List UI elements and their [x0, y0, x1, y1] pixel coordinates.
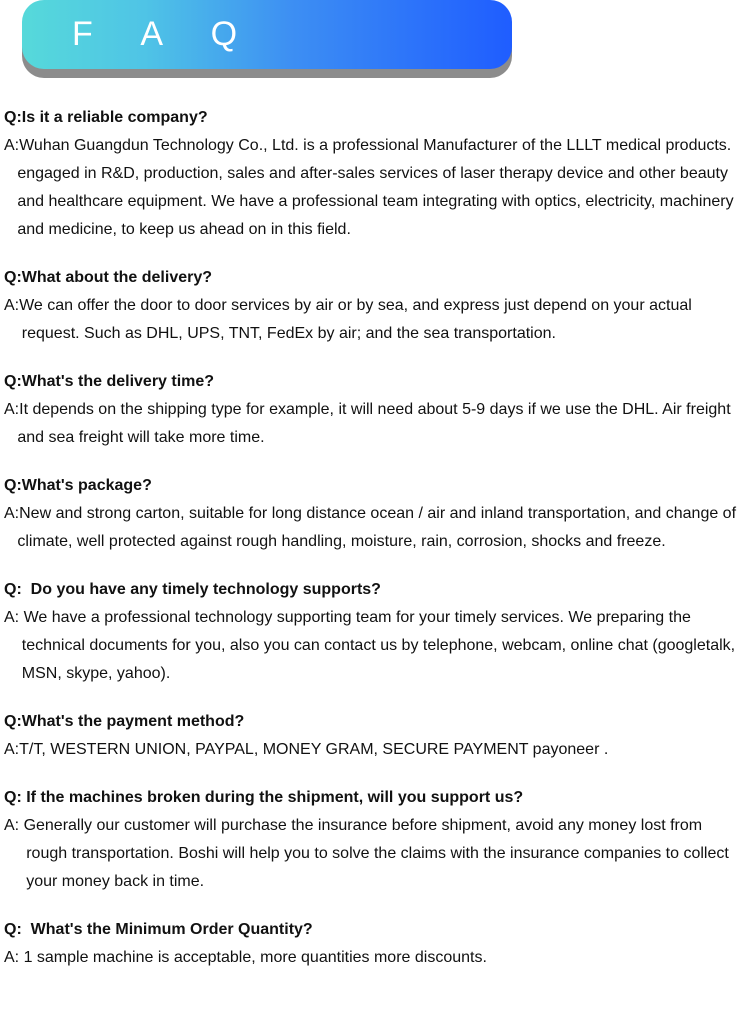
- faq-answer-line: and sea freight will take more time.: [4, 429, 265, 446]
- faq-item: [4, 264, 748, 348]
- faq-answer: [4, 132, 748, 244]
- faq-question: Q: What's the Minimum Order Quantity?: [4, 921, 313, 938]
- faq-spacer: [4, 348, 748, 368]
- faq-answer-line: A: Generally our customer will purchase the insurance before shipment, avoid any money lost from: [4, 817, 703, 834]
- faq-answer-line: climate, well protected against rough handling, moisture, rain, corrosion, shocks and freeze.: [4, 533, 666, 550]
- faq-answer-line: rough transportation. Boshi will help you to solve the claims with the insurance companies to collect: [4, 845, 729, 862]
- faq-spacer: [4, 556, 748, 576]
- faq-item: [4, 916, 748, 972]
- faq-question: Q:What about the delivery?: [4, 269, 213, 286]
- faq-item: [4, 708, 748, 764]
- faq-question: Q: If the machines broken during the shipment, will you support us?: [4, 789, 524, 806]
- faq-spacer: [4, 896, 748, 916]
- faq-answer-line: request. Such as DHL, UPS, TNT, FedEx by air; and the sea transportation.: [4, 325, 556, 342]
- faq-answer-line: A:T/T, WESTERN UNION, PAYPAL, MONEY GRAM, SECURE PAYMENT payoneer .: [4, 741, 609, 758]
- faq-answer-line: engaged in R&D, production, sales and after-sales services of laser therapy device and other beauty: [4, 165, 728, 182]
- faq-question: Q:Is it a reliable company?: [4, 109, 208, 126]
- faq-answer-line: your money back in time.: [4, 873, 205, 890]
- faq-answer: [4, 500, 748, 556]
- faq-question: Q:What's the payment method?: [4, 713, 245, 730]
- faq-question: Q: Do you have any timely technology supports?: [4, 581, 381, 598]
- faq-spacer: [4, 452, 748, 472]
- faq-answer: [4, 292, 748, 348]
- faq-answer-line: A:It depends on the shipping type for example, it will need about 5-9 days if we use the DHL. Air freight: [4, 401, 731, 418]
- banner-title: F A Q: [72, 15, 258, 53]
- faq-answer-line: MSN, skype, yahoo).: [4, 665, 171, 682]
- faq-answer-line: technical documents for you, also you can contact us by telephone, webcam, online chat (googletalk,: [4, 637, 736, 654]
- faq-answer-line: and healthcare equipment. We have a professional team integrating with optics, electricity, machinery: [4, 193, 734, 210]
- faq-item: [4, 104, 748, 244]
- faq-spacer: [4, 244, 748, 264]
- faq-item: [4, 472, 748, 556]
- faq-answer-line: A: We have a professional technology supporting team for your timely services. We preparing the: [4, 609, 691, 626]
- faq-list: [4, 104, 748, 972]
- faq-answer-line: A:New and strong carton, suitable for long distance ocean / air and inland transportation, and change of: [4, 505, 737, 522]
- faq-question: Q:What's the delivery time?: [4, 373, 215, 390]
- faq-answer: [4, 396, 748, 452]
- faq-answer: [4, 812, 748, 896]
- faq-spacer: [4, 688, 748, 708]
- faq-banner: [22, 0, 512, 69]
- faq-answer-line: A: 1 sample machine is acceptable, more quantities more discounts.: [4, 949, 487, 966]
- faq-answer: [4, 736, 748, 764]
- faq-question: Q:What's package?: [4, 477, 152, 494]
- faq-spacer: [4, 764, 748, 784]
- faq-item: [4, 368, 748, 452]
- faq-answer-line: and medicine, to keep us ahead on in this field.: [4, 221, 351, 238]
- faq-item: [4, 576, 748, 688]
- faq-answer-line: A:We can offer the door to door services by air or by sea, and express just depend on your actual: [4, 297, 692, 314]
- faq-item: [4, 784, 748, 896]
- faq-answer-line: A:Wuhan Guangdun Technology Co., Ltd. is a professional Manufacturer of the LLLT medical products.: [4, 137, 732, 154]
- faq-answer: [4, 944, 748, 972]
- faq-answer: [4, 604, 748, 688]
